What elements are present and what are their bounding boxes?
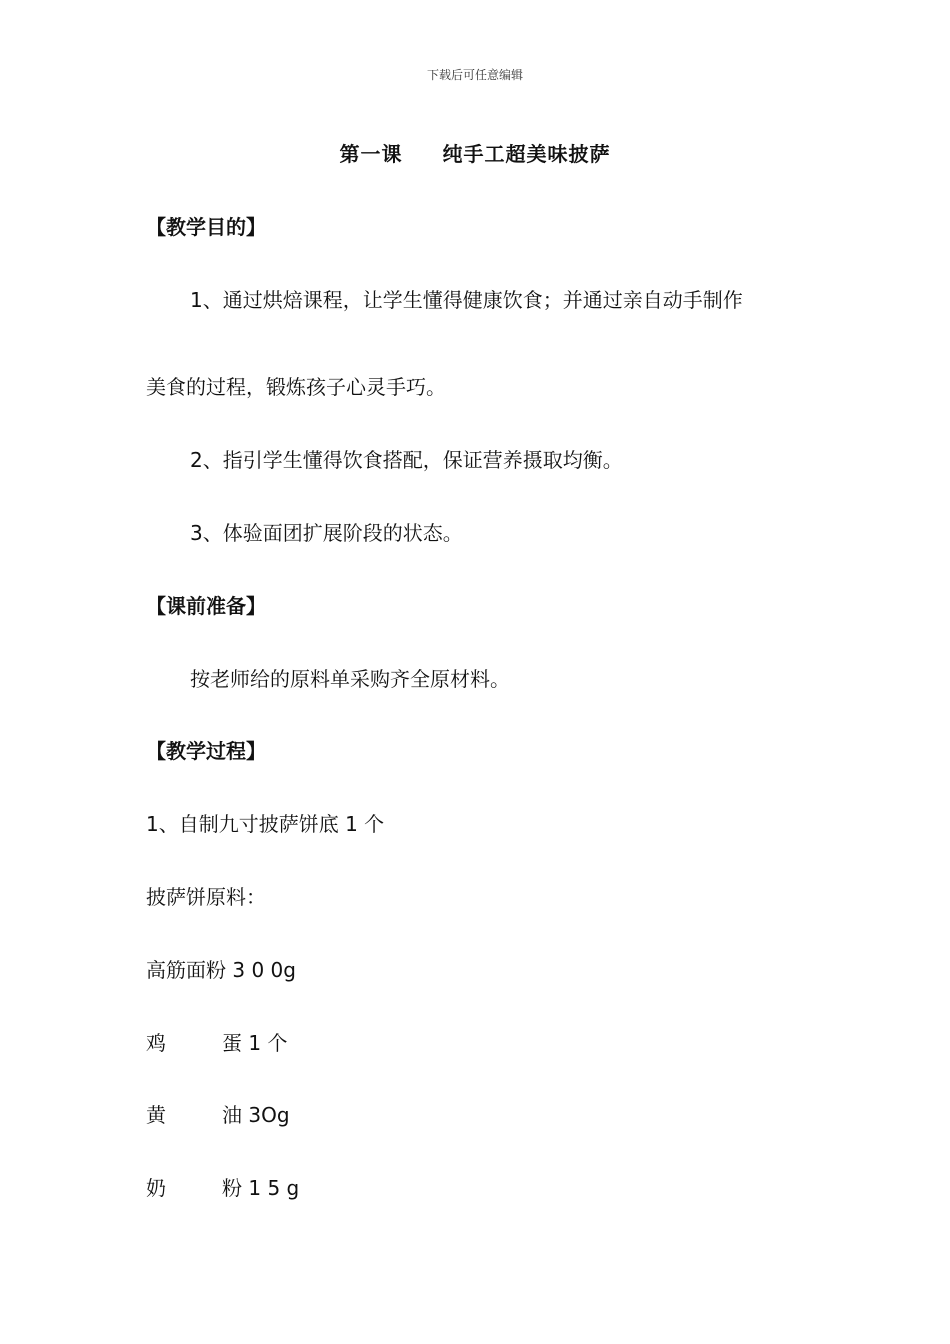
objective-1-line-2: 美食的过程，锻炼孩子心灵手巧。	[146, 375, 446, 399]
ingredient-name: 鸡	[146, 1031, 166, 1055]
ingredient-flour: 高筋面粉 3 0 0g	[146, 958, 296, 982]
section-preparation: 【课前准备】	[146, 594, 266, 618]
process-step-1: 1、自制九寸披萨饼底 1 个	[146, 812, 385, 836]
lesson-name: 纯手工超美味披萨	[442, 142, 611, 166]
ingredient-name: 奶	[146, 1176, 166, 1200]
section-objectives: 【教学目的】	[146, 215, 266, 239]
preparation-text: 按老师给的原料单采购齐全原材料。	[190, 667, 510, 691]
lesson-title	[0, 138, 950, 167]
ingredients-heading: 披萨饼原料：	[146, 885, 266, 909]
header-note: 下载后可任意编辑	[426, 68, 523, 82]
section-process: 【教学过程】	[146, 739, 266, 763]
ingredient-value: 粉 1 5 g	[222, 1176, 300, 1200]
objective-1-line-1: 1、通过烘焙课程，让学生懂得健康饮食；并通过亲自动手制作	[190, 288, 743, 312]
lesson-number: 第一课	[339, 142, 403, 166]
objective-2: 2、指引学生懂得饮食搭配，保证营养摄取均衡。	[190, 448, 623, 472]
ingredient-name: 黄	[146, 1103, 166, 1127]
objective-3: 3、体验面团扩展阶段的状态。	[190, 521, 463, 545]
ingredient-value: 蛋 1 个	[222, 1031, 288, 1055]
ingredient-value: 油 3Og	[222, 1103, 290, 1127]
